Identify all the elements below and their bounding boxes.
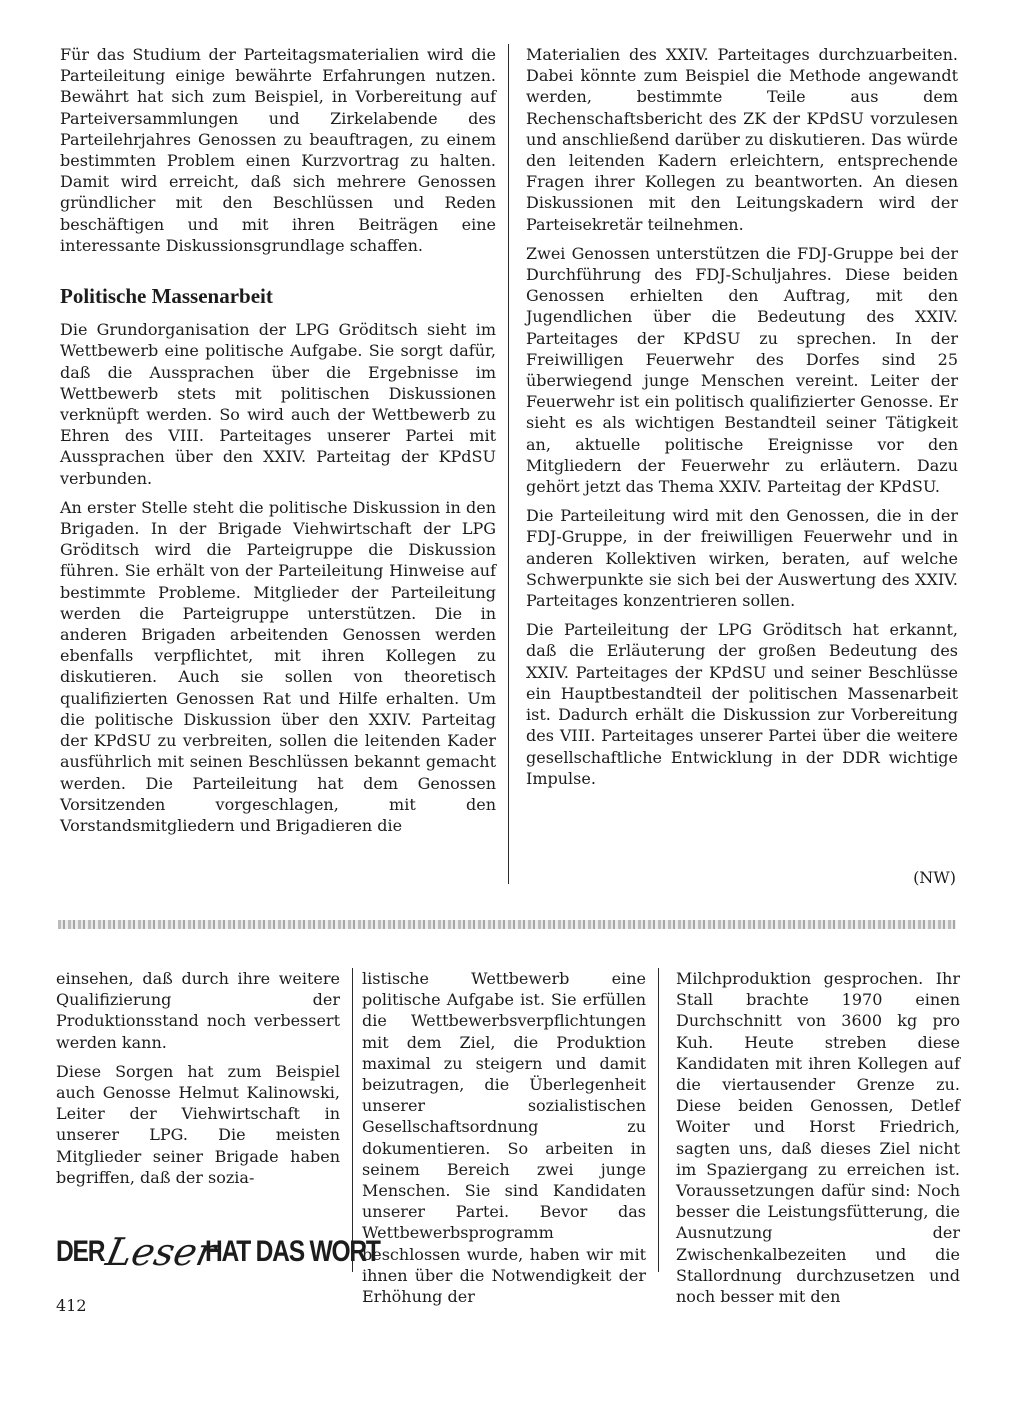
column-divider <box>352 968 353 1272</box>
page-number: 412 <box>56 1296 87 1315</box>
column-divider <box>508 44 509 884</box>
body-paragraph: listische Wettbewerb eine politische Aufgabe ist. Sie erfüllen die Wettbewerbsverpflichtungen mit dem Ziel, die Produktion maximal zu steigern und damit beizutragen, die Überlegenheit unserer sozialistischen Gesellschaftsordnung zu dokumentieren. So arbeiten in seinem Bereich zwei junge Menschen. Sie sind Kandidaten unserer Partei. Bevor das Wettbewerbsprogramm beschlossen wurde, haben wir mit ihnen über die Notwendigkeit der Erhöhung der <box>362 969 646 1307</box>
body-paragraph: Zwei Genossen unterstützen die FDJ-Gruppe bei der Durchführung des FDJ-Schuljahres. Diese beiden Genossen erhielten den Auftrag, mit den Jugendlichen über die Bedeutung des XXIV. Parteitages der KPdSU zu sprechen. In der Freiwilligen Feuerwehr des Dorfes sind 25 überwiegend junge Menschen vereint. Leiter der Feuerwehr ist ein politisch qualifizierter Genosse. Er sieht es als wichtigen Bestandteil seiner Tätigkeit an, aktuelle politische Ereignisse vor den Mitgliedern der Feuerwehr zu erläutern. Dazu gehört jetzt das Thema XXIV. Parteitag der KPdSU. <box>526 243 958 497</box>
intro-paragraph: Für das Studium der Parteitagsmaterialien wird die Parteileitung einige bewährte Erfahrungen nutzen. Bewährt hat sich zum Beispiel, in Vorbereitung auf Parteiversammlungen und Zirkelabende des Parteilehrjahres Genossen zu beauftragen, zu einem bestimmten Problem einen Kurzvortrag zu halten. Damit wird erreicht, daß sich mehrere Genossen gründlicher mit den Beschlüssen und Reden beschäftigen und mit ihren Beiträgen eine interessante Diskussionsgrundlage schaffen. <box>60 45 496 255</box>
body-paragraph: Diese Sorgen hat zum Beispiel auch Genosse Helmut Kalinowski, Leiter der Viehwirtschaft in unserer LPG. Die meisten Mitglieder seiner Brigade haben begriffen, daß der sozia- <box>56 1061 340 1187</box>
banner-word-der: DER <box>56 1235 105 1268</box>
article-left-column <box>60 44 496 836</box>
column-divider <box>658 968 659 1272</box>
body-paragraph: An erster Stelle steht die politische Diskussion in den Brigaden. In der Brigade Viehwirtschaft der LPG Gröditsch wird die Parteigruppe die Diskussion führen. Sie erhält von der Parteileitung Hinweise auf bestimmte Probleme. Mitglieder der Parteileitung werden die Parteigruppe unterstützen. Die in anderen Brigaden arbeitenden Genossen werden ebenfalls verpflichtet, mit ihren Kollegen zu diskutieren. Auch sie sollen von theoretisch qualifizierten Genossen Rat und Hilfe erhalten. Um die politische Diskussion über den XXIV. Parteitag der KPdSU zu verbreiten, sollen die leitenden Kader ausführlich mit seinen Beschlüssen bekannt gemacht werden. Die Parteileitung hat dem Genossen Vorsitzenden vorgeschlagen, mit den Vorstandsmitgliedern und Brigadieren die <box>60 497 496 835</box>
column-banner-logo <box>56 1227 380 1277</box>
article-right-column <box>526 44 958 789</box>
section-heading: Politische Massenarbeit <box>60 284 273 309</box>
author-signature: (NW) <box>913 868 956 887</box>
letter-column-2 <box>362 968 646 1307</box>
section-separator <box>58 920 956 929</box>
body-paragraph: Materialien des XXIV. Parteitages durchzuarbeiten. Dabei könnte zum Beispiel die Methode angewandt werden, bestimmte Teile aus dem Rechenschaftsbericht des ZK der KPdSU vorzulesen und anschließend darüber zu diskutieren. Das würde den leitenden Kadern erleichtern, entsprechende Fragen ihrer Kollegen zu beantworten. An diesen Diskussionen mit den Leitungskadern wird der Parteisekretär teilnehmen. <box>526 45 958 234</box>
letter-column-3 <box>676 968 960 1307</box>
letter-column-1 <box>56 968 340 1188</box>
body-paragraph: einsehen, daß durch ihre weitere Qualifizierung der Produktionsstand noch verbessert werden kann. <box>56 969 340 1052</box>
body-paragraph: Die Parteileitung wird mit den Genossen, die in der FDJ-Gruppe, in der freiwilligen Feuerwehr und in anderen Kollektiven wirken, beraten, auf welche Schwerpunkte sie sich bei der Auswertung des XXIV. Parteitages konzentrieren sollen. <box>526 506 958 611</box>
body-paragraph: Milchproduktion gesprochen. Ihr Stall brachte 1970 einen Durchschnitt von 3600 kg pro Kuh. Heute streben diese Kandidaten mit ihren Kollegen auf die viertausender Grenze zu. Diese beiden Genossen, Detlef Woiter und Horst Friedrich, sagten uns, daß dieses Ziel nicht im Spaziergang zu erreichen ist. Voraussetzungen dafür sind: Noch besser die Leistungsfütterung, die Ausnutzung der Zwischenkalbezeiten und die Stallordnung durchzusetzen und noch besser mit den <box>676 969 960 1307</box>
banner-word-hat-das-wort: HAT DAS WORT <box>204 1235 380 1268</box>
banner-word-leser: Leser <box>102 1230 220 1274</box>
body-paragraph: Die Grundorganisation der LPG Gröditsch sieht im Wettbewerb eine politische Aufgabe. Sie sorgt dafür, daß die Aussprachen über die Ergebnisse im Wettbewerb stets mit politischen Diskussionen verknüpft werden. So wird auch der Wettbewerb zu Ehren des VIII. Parteitages unserer Partei mit Aussprachen über den XXIV. Parteitag der KPdSU verbunden. <box>60 320 496 488</box>
body-paragraph: Die Parteileitung der LPG Gröditsch hat erkannt, daß die Erläuterung der großen Bedeutung des XXIV. Parteitages der KPdSU und seiner Beschlüsse ein Hauptbestandteil der politischen Massenarbeit ist. Dadurch erhält die Diskussion zur Vorbereitung des VIII. Parteitages unserer Partei über die weitere gesellschaftliche Entwicklung in der DDR wichtige Impulse. <box>526 620 958 788</box>
